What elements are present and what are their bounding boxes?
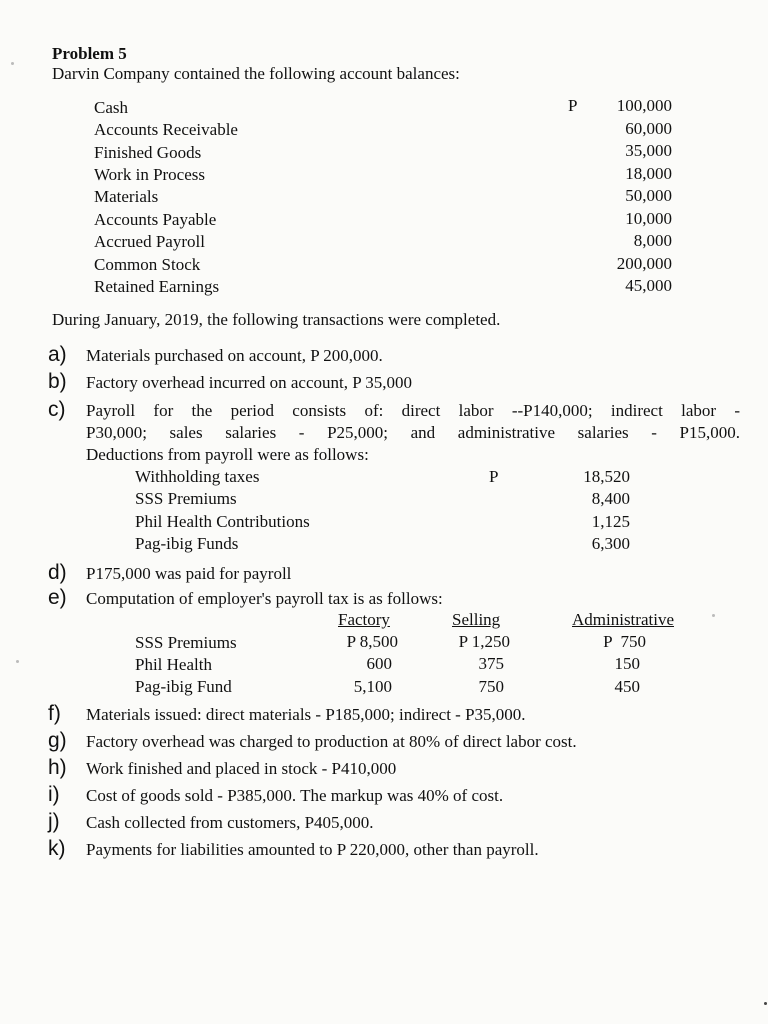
transaction-i: Cost of goods sold - P385,000. The markup was 40% of cost.: [86, 786, 504, 805]
transaction-e: Computation of employer's payroll tax is as follows:: [86, 589, 443, 608]
account-amount: 18,000: [625, 164, 672, 183]
currency-symbol: P: [489, 467, 499, 486]
item-marker: j): [48, 810, 60, 833]
transaction-a: Materials purchased on account, P 200,000.: [86, 346, 383, 365]
item-marker: b): [48, 370, 67, 393]
currency-symbol: P: [568, 96, 578, 115]
account-name: Accounts Payable: [94, 210, 217, 229]
transaction-g: Factory overhead was charged to production at 80% of direct labor cost.: [86, 732, 577, 751]
scan-speck: [16, 660, 19, 663]
problem-title: Problem 5: [52, 44, 127, 63]
intro-text: Darvin Company contained the following account balances:: [52, 64, 460, 83]
deduction-amount: 8,400: [591, 489, 630, 508]
deduction-name: Pag-ibig Funds: [135, 534, 239, 553]
column-header-factory: Factory: [338, 610, 390, 629]
deduction-name: SSS Premiums: [135, 489, 237, 508]
account-amount: 100,000: [616, 96, 672, 115]
item-marker: h): [48, 756, 67, 779]
item-marker: f): [48, 702, 61, 725]
account-name: Accrued Payroll: [94, 232, 205, 251]
item-marker: c): [48, 398, 66, 421]
tax-row-label: Pag-ibig Fund: [135, 677, 232, 696]
account-amount: 60,000: [625, 119, 672, 138]
transaction-k: Payments for liabilities amounted to P 220,000, other than payroll.: [86, 840, 539, 859]
column-header-selling: Selling: [452, 610, 501, 629]
item-marker: i): [48, 783, 60, 806]
account-name: Cash: [94, 98, 128, 117]
deduction-amount: 1,125: [591, 512, 630, 531]
transaction-c-line2: P30,000; sales salaries - P25,000; and administrative salaries - P15,000.: [86, 423, 740, 442]
account-amount: 200,000: [616, 254, 672, 273]
scan-speck: [11, 62, 14, 65]
tax-factory: P 8,500: [346, 632, 398, 651]
tax-selling: P 1,250: [458, 632, 510, 651]
transaction-d: P175,000 was paid for payroll: [86, 564, 292, 583]
account-amount: 10,000: [625, 209, 672, 228]
account-name: Finished Goods: [94, 143, 202, 162]
account-name: Materials: [94, 187, 159, 206]
item-marker: d): [48, 561, 67, 584]
account-name: Common Stock: [94, 255, 201, 274]
deduction-amount: 6,300: [591, 534, 630, 553]
transaction-f: Materials issued: direct materials - P185,000; indirect - P35,000.: [86, 705, 526, 724]
tax-factory: 600: [366, 654, 392, 673]
tax-factory: 5,100: [353, 677, 392, 696]
tax-admin: 450: [614, 677, 640, 696]
account-name: Accounts Receivable: [94, 120, 238, 139]
tax-selling: 750: [478, 677, 504, 696]
account-amount: 45,000: [625, 276, 672, 295]
account-name: Retained Earnings: [94, 277, 220, 296]
tax-admin: P 750: [603, 632, 646, 651]
tax-row-label: Phil Health: [135, 655, 212, 674]
during-text: During January, 2019, the following transactions were completed.: [52, 310, 501, 329]
scan-speck: [712, 614, 715, 617]
transaction-c-line3: Deductions from payroll were as follows:: [86, 445, 369, 464]
account-amount: 50,000: [625, 186, 672, 205]
account-amount: 8,000: [633, 231, 672, 250]
account-amount: 35,000: [625, 141, 672, 160]
item-marker: g): [48, 729, 67, 752]
deduction-name: Phil Health Contributions: [135, 512, 310, 531]
deduction-amount: 18,520: [583, 467, 630, 486]
transaction-c-line1: Payroll for the period consists of: direct labor --P140,000; indirect labor -: [86, 401, 740, 420]
item-marker: a): [48, 343, 67, 366]
tax-admin: 150: [614, 654, 640, 673]
transaction-b: Factory overhead incurred on account, P 35,000: [86, 373, 413, 392]
tax-row-label: SSS Premiums: [135, 633, 237, 652]
scan-speck: [764, 1002, 767, 1005]
deduction-name: Withholding taxes: [135, 467, 260, 486]
transaction-j: Cash collected from customers, P405,000.: [86, 813, 374, 832]
transaction-h: Work finished and placed in stock - P410,000: [86, 759, 397, 778]
account-name: Work in Process: [94, 165, 206, 184]
tax-selling: 375: [478, 654, 504, 673]
item-marker: e): [48, 586, 67, 609]
column-header-administrative: Administrative: [572, 610, 674, 629]
item-marker: k): [48, 837, 66, 860]
